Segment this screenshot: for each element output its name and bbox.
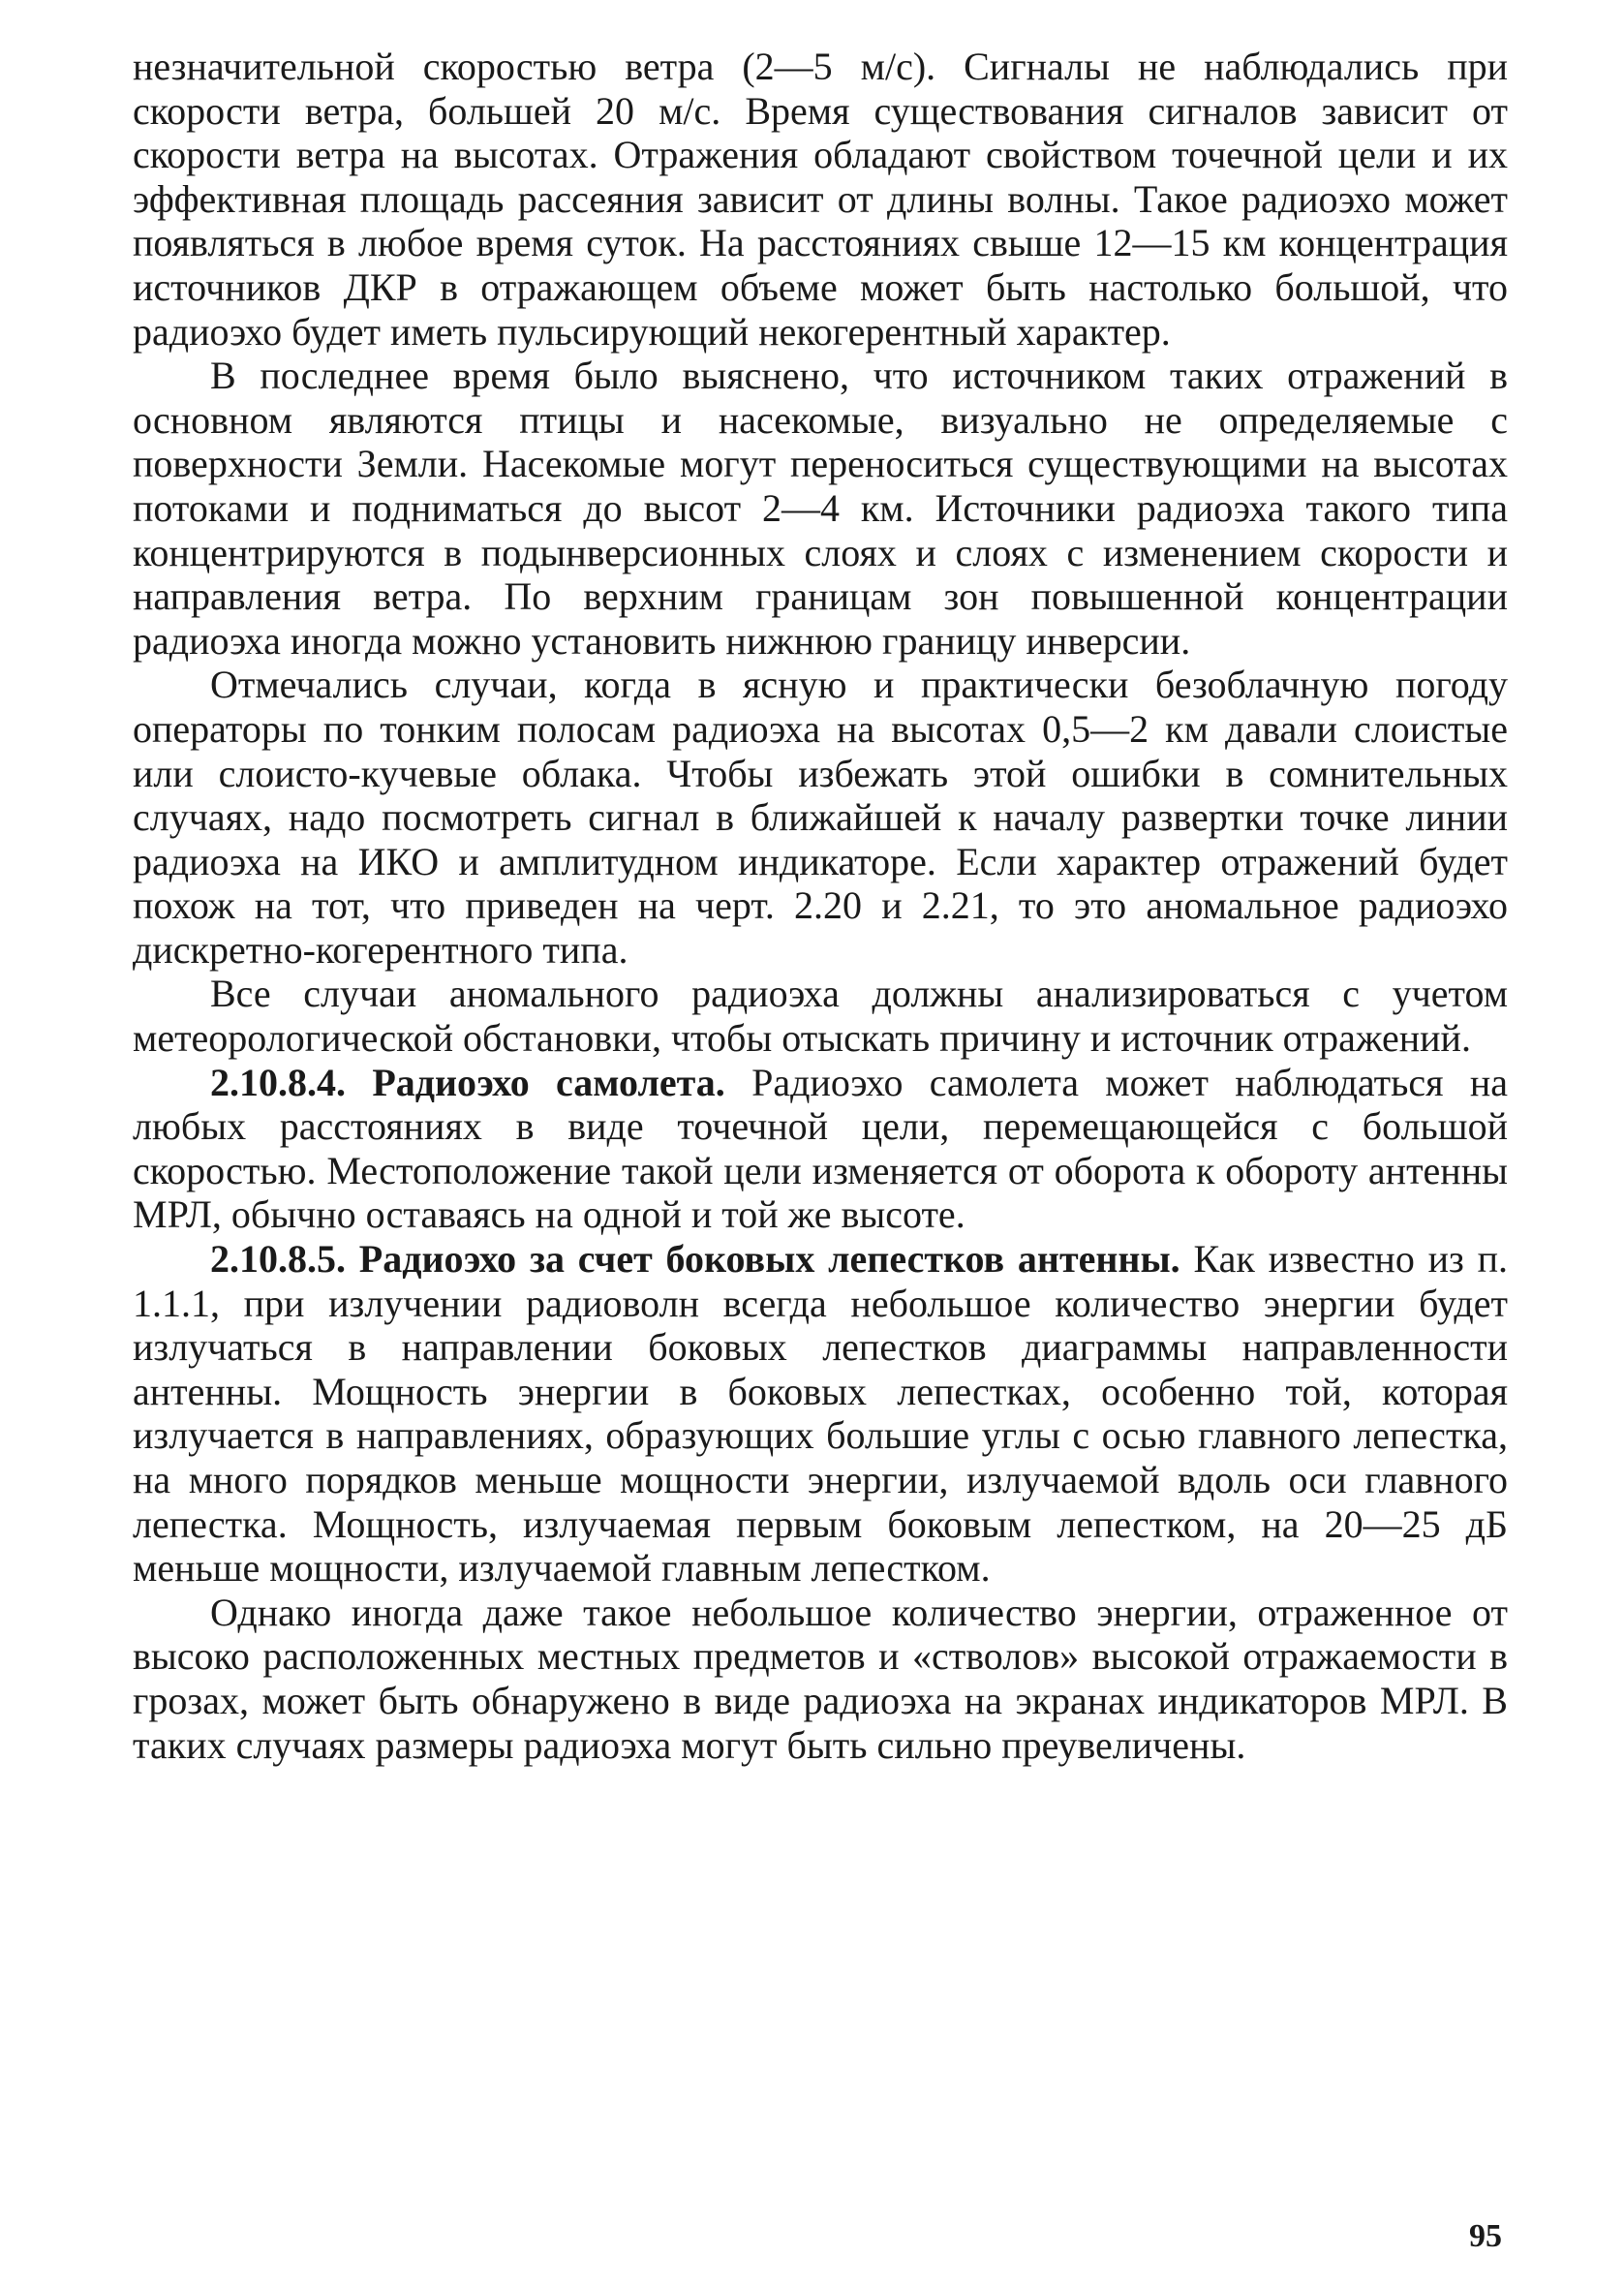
section-body: Радиоэхо самолета может наблюдаться на любых расстояниях в виде точечной цели, перемещающейся с большой скоростью. Местоположение такой цели изменяется от оборота к обороту антенны МРЛ, обычно оставаясь на одной и той же высоте.	[133, 1060, 1508, 1237]
section-heading: 2.10.8.4. Радиоэхо самолета.	[210, 1060, 725, 1104]
section-body: Как известно из п. 1.1.1, при излучении радиоволн всегда небольшое количество энергии будет излучаться в направлении боковых лепестков диаграммы направленности антенны. Мощность энергии в боковых лепестках, особенно той, которая излучается в направлениях, образующих большие углы с осью главного лепестка, на много порядков меньше мощности энергии, излучаемой вдоль оси главного лепестка. Мощность, излучаемая первым боковым лепестком, на 20—25 дБ меньше мощности, излучаемой главным лепестком.	[133, 1237, 1509, 1591]
page-number: 95	[1469, 2218, 1502, 2254]
section-heading: 2.10.8.5. Радиоэхо за счет боковых лепестков антенны.	[210, 1237, 1180, 1282]
section-2-10-8-4	[133, 1061, 1508, 1237]
section-2-10-8-5	[133, 1237, 1508, 1591]
paragraph-side-lobes: Однако иногда даже такое небольшое количество энергии, отраженное от высоко расположенных местных предметов и «стволов» высокой отражаемости в грозах, может быть обнаружено в виде радиоэха на экранах индикаторов МРЛ. В таких случаях размеры радиоэха могут быть сильно преувеличены.	[133, 1590, 1508, 1767]
paragraph-analysis: Все случаи аномального радиоэха должны анализироваться с учетом метеорологической обстановки, чтобы отыскать причину и источник отражений.	[133, 972, 1508, 1061]
paragraph-layer-clouds: Отмечались случаи, когда в ясную и практически безоблачную погоду операторы по тонким полосам радиоэха на высотах 0,5—2 км давали слоистые или слоисто-кучевые облака. Чтобы избежать этой ошибки в сомнительных случаях, надо посмотреть сигнал в ближайшей к началу развертки точке линии радиоэха на ИКО и амплитудном индикаторе. Если характер отражений будет похож на тот, что приведен на черт. 2.20 и 2.21, то это аномальное радиоэхо дискретно-когерентного типа.	[133, 663, 1508, 972]
paragraph-insects: В последнее время было выяснено, что источником таких отражений в основном являются птицы и насекомые, визуально не определяемые с поверхности Земли. Насекомые могут переноситься существующими на высотах потоками и подниматься до высот 2—4 км. Источники радиоэха такого типа концентрируются в подынверсионных слоях и слоях с изменением скорости и направления ветра. По верхним границам зон повышенной концентрации радиоэха иногда можно установить нижнюю границу инверсии.	[133, 354, 1508, 663]
paragraph-continuation: незначительной скоростью ветра (2—5 м/с). Сигналы не наблюдались при скорости ветра, большей 20 м/с. Время существования сигналов зависит от скорости ветра на высотах. Отражения обладают свойством точечной цели и их эффективная площадь рассеяния зависит от длины волны. Такое радиоэхо может появляться в любое время суток. На расстояниях свыше 12—15 км концентрация источников ДКР в отражающем объеме может быть настолько большой, что радиоэхо будет иметь пульсирующий некогерентный характер.	[133, 45, 1508, 354]
page-body	[133, 45, 1508, 1767]
